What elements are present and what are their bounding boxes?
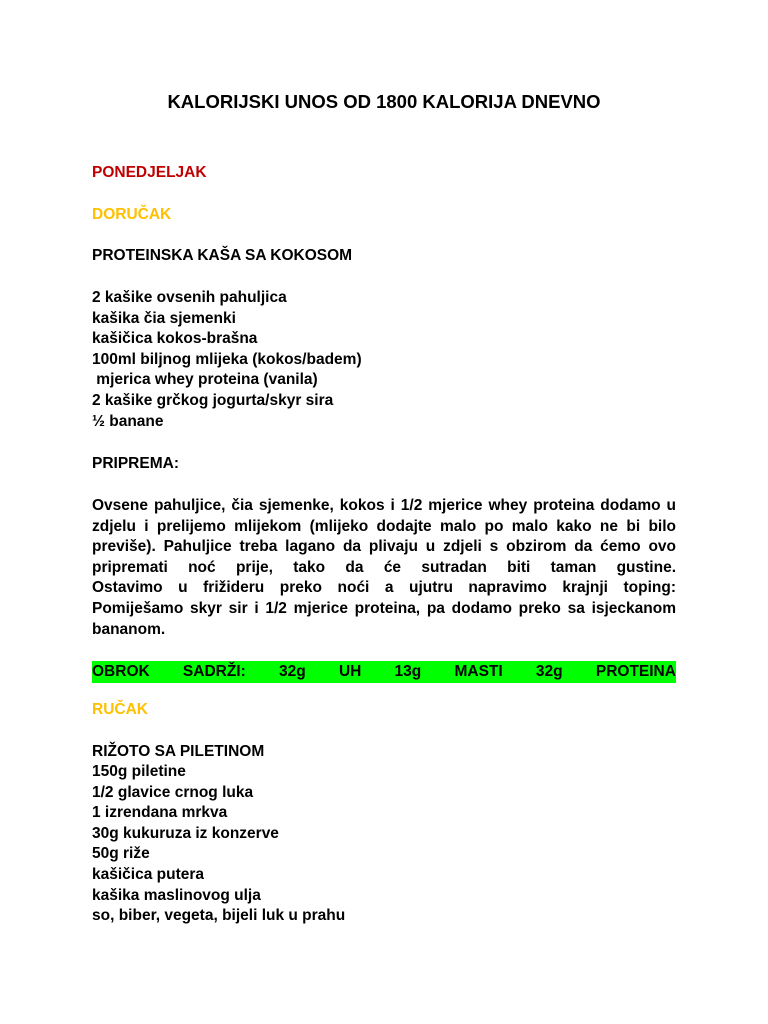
- summary-word: UH: [338, 663, 362, 680]
- preparation-line: Ostavimo u frižideru preko noći a ujutru napravimo krajnji toping:: [92, 579, 676, 597]
- summary-word: 32g: [535, 663, 563, 680]
- preparation-line: Ovsene pahuljice, čia sjemenke, kokos i 1/2 mjerice whey proteina dodamo u: [92, 497, 676, 514]
- preparation-line: pripremati noć prije, tako da će sutradan biti taman gustine.: [92, 558, 676, 576]
- document-title: KALORIJSKI UNOS OD 1800 KALORIJA DNEVNO: [167, 91, 601, 112]
- ingredient-item: kašika maslinovog ulja: [92, 886, 261, 904]
- breakfast-ingredient-list: [92, 288, 676, 432]
- ingredient-item: 2 kašike ovsenih pahuljica: [92, 289, 287, 306]
- ingredient-item: mjerica whey proteina (vanila): [92, 371, 318, 389]
- preparation-line: previše). Pahuljice treba lagano da plivaju u zdjeli s obzirom da ćemo ovo: [92, 538, 676, 556]
- preparation-text: [92, 496, 676, 640]
- summary-word: PROTEINA: [595, 663, 676, 680]
- ingredient-item: so, biber, vegeta, bijeli luk u prahu: [92, 907, 346, 925]
- summary-word: 32g: [279, 663, 306, 680]
- summary-word: OBROK: [92, 663, 150, 680]
- ingredient-item: 1/2 glavice crnog luka: [92, 783, 254, 801]
- summary-word: 13g: [394, 663, 422, 680]
- day-heading: PONEDJELJAK: [92, 164, 207, 181]
- meal-nutrition-summary: [92, 661, 676, 683]
- lunch-heading: RUČAK: [92, 701, 148, 718]
- preparation-line: Pomiješamo skyr sir i 1/2 mjerice proteina, pa dodamo preko sa isjeckanom: [92, 599, 676, 617]
- summary-word: SADRŽI:: [182, 663, 246, 680]
- ingredient-item: 2 kašike grčkog jogurta/skyr sira: [92, 391, 334, 409]
- ingredient-item: 100ml biljnog mlijeka (kokos/badem): [92, 350, 362, 368]
- ingredient-item: 1 izrendana mrkva: [92, 804, 228, 822]
- ingredient-item: 30g kukuruza iz konzerve: [92, 824, 279, 842]
- ingredient-item: kašika čia sjemenki: [92, 309, 236, 327]
- lunch-recipe-title: RIŽOTO SA PILETINOM: [92, 743, 265, 760]
- ingredient-item: kašičica kokos-brašna: [92, 330, 258, 348]
- ingredient-item: kašičica putera: [92, 865, 205, 883]
- breakfast-recipe-title: PROTEINSKA KAŠA SA KOKOSOM: [92, 247, 353, 264]
- summary-word: MASTI: [454, 663, 503, 680]
- ingredient-item: 150g piletine: [92, 763, 186, 780]
- ingredient-item: 50g riže: [92, 845, 150, 863]
- breakfast-heading: DORUČAK: [92, 206, 172, 223]
- ingredient-item: ½ banane: [92, 412, 164, 430]
- preparation-line: bananom.: [92, 620, 166, 638]
- preparation-line: zdjelu i prelijemo mlijekom (mlijeko dodajte malo po malo kako ne bi bilo: [92, 517, 676, 535]
- lunch-ingredient-list: [92, 762, 676, 927]
- preparation-heading: PRIPREMA:: [92, 455, 179, 472]
